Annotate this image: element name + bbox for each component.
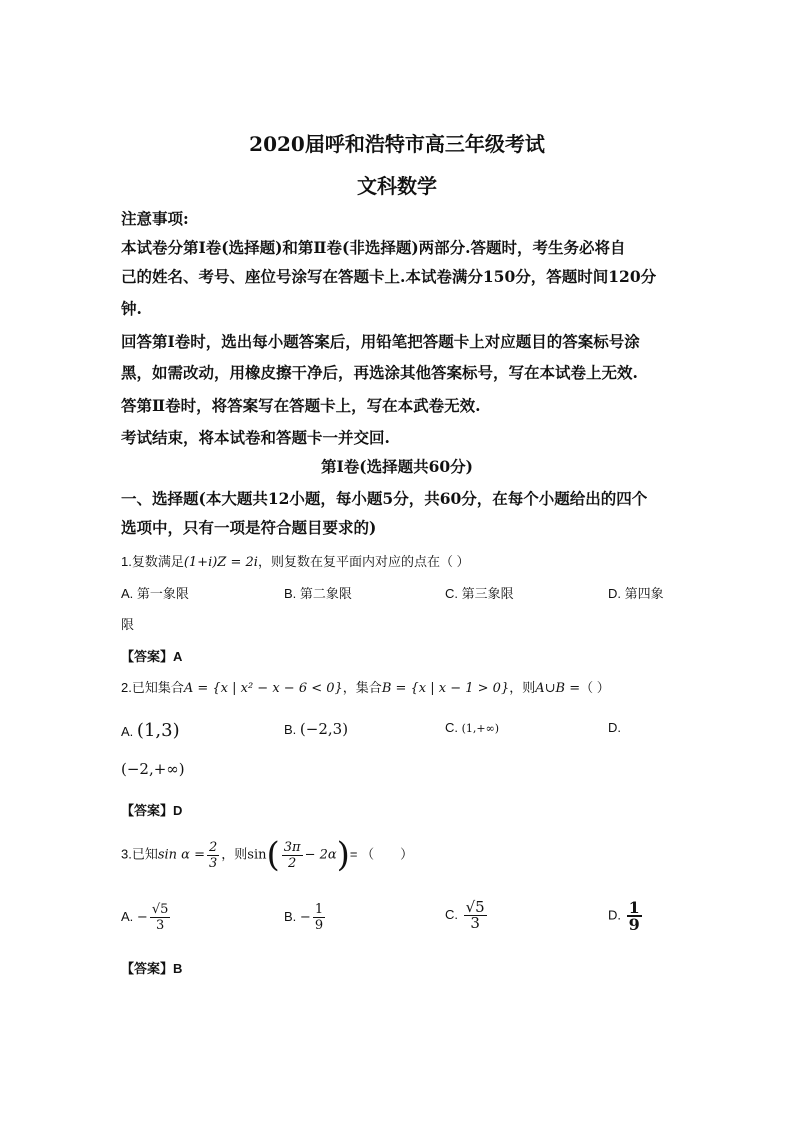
exam-title: 2020届呼和浩特市高三年级考试 [249,132,545,156]
option-d-fraction: $\frac{1}{9}$ [628,898,640,934]
option-c-fraction: $\frac{√5}{3}$ [465,898,485,932]
notice-line: 回答第Ⅰ卷时，选出每小题答案后，用铅笔把答题卡上对应题目的答案标号涂 [121,332,640,351]
question-prefix: 2.已知集合 [121,680,184,695]
section-instruction: 一、选择题(本大题共12小题，每小题5分，共60分，在每个小题给出的四个 [121,489,648,508]
section-title: 第Ⅰ卷(选择题共60分) [321,457,473,476]
answer-1: 【答案】A [121,649,183,664]
option-d-wrap: 限 [121,617,135,632]
option-c-value: (1,+∞) [461,722,500,735]
option-a-fraction: $\frac{√5}{3}$ [151,902,169,933]
question-then: ，则 [221,846,248,862]
notice-line: 考试结束，将本试卷和答题卡一并交回. [121,428,390,447]
target-rest: − 2α [304,847,337,863]
option-c: C. $\frac{√5}{3}$ [445,898,485,932]
answer-2: 【答案】D [121,803,183,818]
answer-3: 【答案】B [121,961,183,976]
question-suffix: ，则复数在复平面内对应的点在（ ） [257,554,470,569]
exam-subtitle: 文科数学 [357,174,437,198]
option-b-fraction: $\frac{1}{9}$ [314,902,324,933]
question-suffix: （ ） [580,680,610,695]
question-middle: ，集合 [342,680,382,695]
given-fraction: $\frac{2}{3}$ [208,839,218,871]
option-c: C. (1,+∞) [445,720,500,735]
notice-line: 答第Ⅱ卷时，将答案写在答题卡上，写在本武卷无效. [121,396,481,415]
option-a: A. (1,3) [121,720,180,741]
option-a-value: (1,3) [136,720,180,741]
set-a-formula: A = {x | x² − x − 6 < 0} [183,681,343,696]
notice-heading: 注意事项: [121,209,189,228]
right-paren: ) [336,835,350,875]
notice-line: 黑，如需改动，用橡皮擦干净后，再选涂其他答案标号，写在本试卷上无效. [121,363,638,382]
union-formula: A∪B = [535,681,581,696]
target-function: sin [247,847,267,863]
question-2-stem [121,677,610,696]
notice-line: 钟. [121,299,142,318]
option-a: A. 第一象限 [121,586,189,601]
option-c: C. 第三象限 [445,586,514,601]
notice-line: 己的姓名、考号、座位号涂写在答题卡上.本试卷满分150分，答题时间120分 [121,267,657,286]
option-b: B. − $\frac{1}{9}$ [284,902,324,933]
target-fraction: $\frac{3\pi}{2}$ [283,839,301,871]
set-b-formula: B = {x | x − 1 > 0} [381,681,510,696]
notice-line: 本试卷分第Ⅰ卷(选择题)和第Ⅱ卷(非选择题)两部分.答题时，考生务必将自 [121,238,626,257]
option-b-value: (−2,3) [299,720,349,738]
option-b: B. (−2,3) [284,720,349,738]
option-a: A. − $\frac{√5}{3}$ [121,902,169,933]
question-prefix: 3.已知 [121,846,158,862]
question-suffix: = （ ） [349,846,414,862]
question-formula: (1+i)Z = 2i [183,555,258,570]
question-prefix: 1.复数满足 [121,554,184,569]
option-d-value: (−2,+∞) [121,760,185,778]
question-3-stem [121,835,414,875]
given-formula: sin α = [157,847,205,863]
option-d: D. [608,720,621,735]
question-suffix-pre: ，则 [509,680,536,695]
left-paren: ( [266,835,280,875]
option-d: D. 第四象 [608,586,664,601]
question-1-stem [121,551,470,570]
option-d: D. $\frac{1}{9}$ [608,898,640,934]
option-b: B. 第二象限 [284,586,352,601]
section-instruction: 选项中，只有一项是符合题目要求的) [121,518,377,537]
